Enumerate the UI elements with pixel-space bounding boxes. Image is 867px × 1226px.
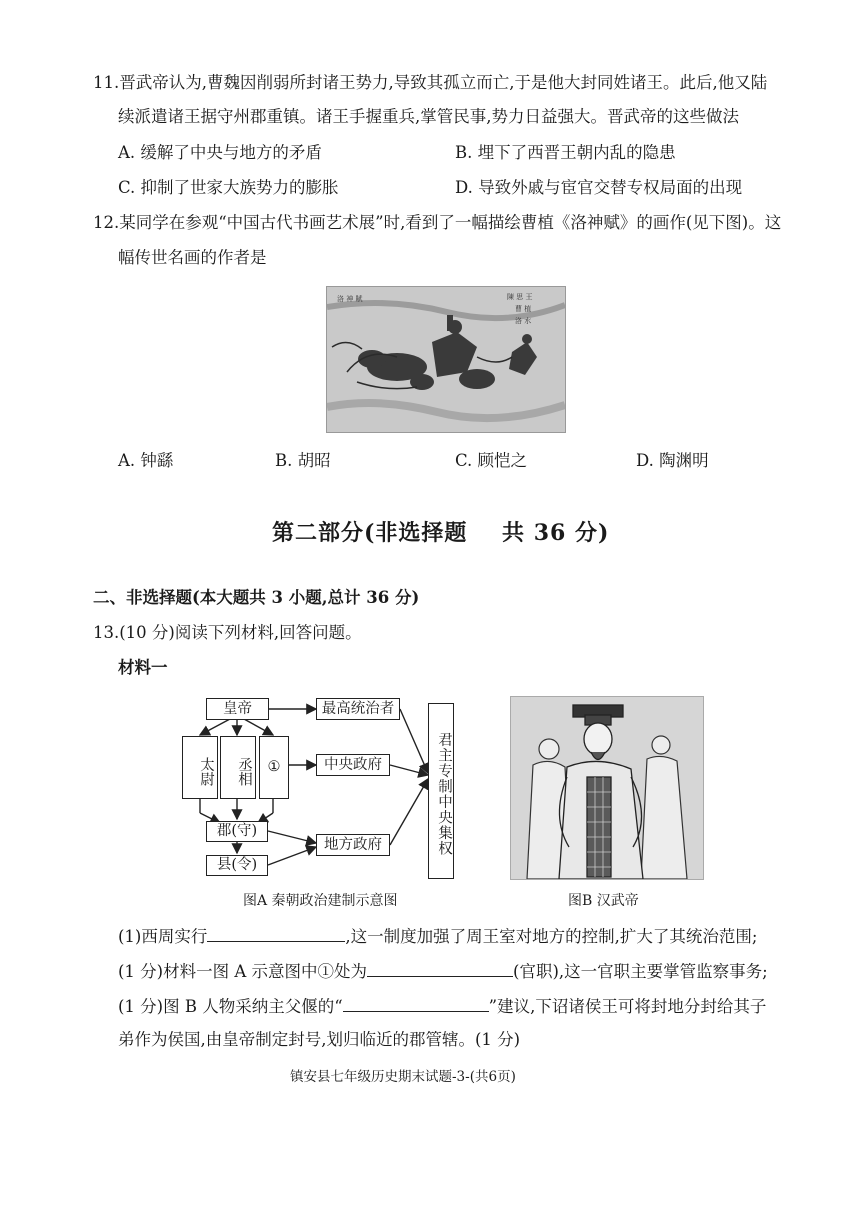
svg-text:曹 植: 曹 植 (515, 305, 532, 313)
q11-option-c: C. 抑制了世家大族势力的膨胀 (118, 178, 339, 197)
taiwei-box: 太尉 (182, 736, 218, 799)
chengxiang-box: 丞相 (220, 736, 256, 799)
figure-b-caption: 图B 汉武帝 (568, 893, 639, 909)
q12-option-c: C. 顾恺之 (455, 451, 528, 470)
q13-sub3-suffix: ”建议,下诏诸侯王可将封地分封给其子 (488, 997, 767, 1016)
q12-option-d: D. 陶渊明 (636, 451, 709, 470)
part2-title: 第二部分(非选择题 共 36 分) (272, 520, 610, 546)
q11-option-d: D. 导致外戚与宦官交替专权局面的出现 (455, 178, 743, 197)
autocracy-centralization-box: 君主专制中央集权 (428, 703, 454, 879)
q12-option-a: A. 钟繇 (118, 451, 174, 470)
q11-option-b: B. 埋下了西晋王朝内乱的隐患 (455, 143, 676, 162)
circle-one-box: ① (259, 736, 289, 799)
answer-blank-2[interactable] (367, 959, 513, 977)
q12-stem-line1: 12.某同学在参观“中国古代书画艺术展”时,看到了一幅描绘曹植《洛神赋》的画作(见下图)。这 (93, 213, 782, 232)
svg-text:洛 水: 洛 水 (515, 317, 532, 325)
q13-subquestion-3-cont: 弟作为侯国,由皇帝制定封号,划归临近的郡管辖。(1 分) (118, 1030, 521, 1049)
q12-stem-line2: 幅传世名画的作者是 (118, 248, 267, 267)
material-one-label: 材料一 (118, 658, 168, 677)
q11-stem-line1: 11.晋武帝认为,曹魏因削弱所封诸王势力,导致其孤立而亡,于是他大封同姓诸王。此后,他又陆 (93, 73, 768, 92)
q13-sub2-prefix: (1 分)材料一图 A 示意图中①处为 (118, 962, 368, 981)
answer-blank-3[interactable] (343, 994, 489, 1012)
painting-illustration (327, 287, 565, 432)
supreme-ruler-box: 最高统治者 (316, 698, 400, 720)
q13-sub2-suffix: (官职),这一官职主要掌管监察事务; (513, 962, 768, 981)
page-footer: 镇安县七年级历史期末试题-3-(共6页) (290, 1069, 516, 1085)
q13-sub1-suffix: ,这一制度加强了周王室对地方的控制,扩大了其统治范围; (345, 927, 758, 946)
q11-stem-line2: 续派遣诸王据守州郡重镇。诸王手握重兵,掌管民事,势力日益强大。晋武帝的这些做法 (118, 107, 739, 126)
xian-box: 县(令) (206, 855, 268, 876)
q13-sub1-prefix: (1)西周实行 (118, 927, 208, 946)
local-government-box: 地方政府 (316, 834, 390, 856)
emperor-box: 皇帝 (206, 698, 269, 720)
part2-heading: 二、非选择题(本大题共 3 小题,总计 36 分) (93, 588, 420, 607)
qin-political-diagram (180, 693, 470, 885)
q13-subquestion-3 (118, 994, 766, 1018)
q11-option-a: A. 缓解了中央与地方的矛盾 (118, 143, 322, 162)
central-government-box: 中央政府 (316, 754, 390, 776)
q12-option-b: B. 胡昭 (275, 451, 331, 470)
portrait-illustration (511, 697, 703, 879)
q13-sub3-prefix: (1 分)图 B 人物采纳主父偃的“ (118, 997, 343, 1016)
han-wudi-portrait-image (510, 696, 704, 880)
jun-box: 郡(守) (206, 821, 268, 842)
figure-a-caption: 图A 秦朝政治建制示意图 (243, 893, 398, 909)
q13-intro: 13.(10 分)阅读下列材料,回答问题。 (93, 623, 362, 642)
luoshenfu-painting-image (326, 286, 566, 433)
q13-subquestion-1 (118, 924, 757, 948)
svg-text:陳 思 王: 陳 思 王 (507, 293, 533, 301)
q13-subquestion-2 (118, 959, 768, 983)
svg-text:洛 神 賦: 洛 神 賦 (337, 295, 363, 303)
answer-blank-1[interactable] (207, 924, 345, 942)
